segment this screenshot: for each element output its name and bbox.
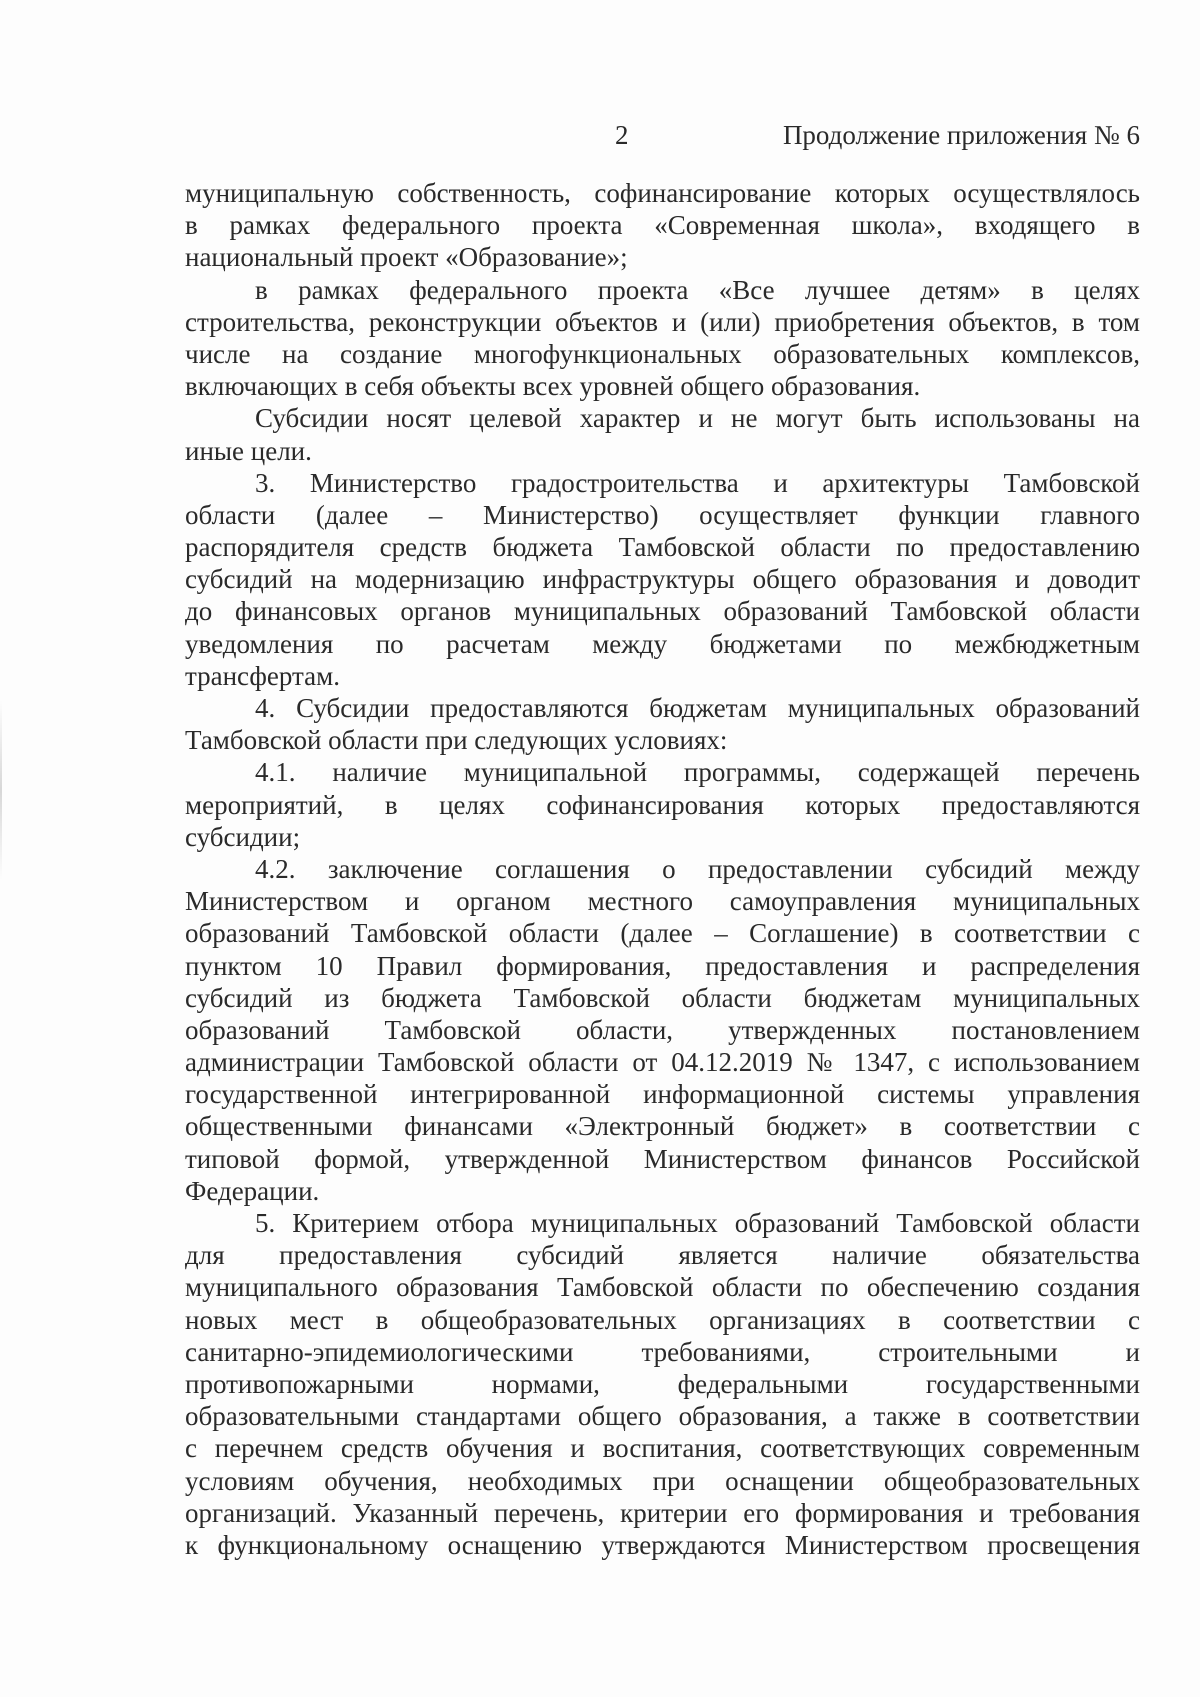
text-line: уведомления по расчетам между бюджетами по межбюджетным [185, 628, 1140, 659]
text-line: субсидии; [185, 821, 301, 852]
text-line: национальный проект «Образование»; [185, 242, 628, 273]
text-line: к функциональному оснащению утверждаются Министерством просвещения [185, 1529, 1140, 1560]
text-line: 5. Критерием отбора муниципальных образований Тамбовской области [255, 1208, 1140, 1238]
text-line: 4. Субсидии предоставляются бюджетам муниципальных образований [255, 693, 1140, 723]
text-line: с перечнем средств обучения и воспитания, соответствующих современным [185, 1433, 1140, 1464]
text-line: Субсидии носят целевой характер и не могут быть использованы на [255, 403, 1140, 434]
text-line: включающих в себя объекты всех уровней общего образования. [185, 371, 921, 402]
text-line: до финансовых органов муниципальных образований Тамбовской области [185, 596, 1140, 627]
text-line: типовой формой, утвержденной Министерством финансов Российской [185, 1143, 1140, 1174]
text-line: Министерством и органом местного самоуправления муниципальных [185, 886, 1140, 917]
text-line: для предоставления субсидий является наличие обязательства [185, 1240, 1140, 1271]
text-line: муниципального образования Тамбовской области по обеспечению создания [185, 1272, 1140, 1303]
text-line: образований Тамбовской области, утвержденных постановлением [185, 1014, 1140, 1045]
text-line: 3. Министерство градостроительства и архитектуры Тамбовской [255, 467, 1140, 498]
text-line: новых мест в общеобразовательных организациях в соответствии с [185, 1304, 1140, 1335]
text-line: государственной интегрированной информационной системы управления [185, 1079, 1140, 1110]
text-line: строительства, реконструкции объектов и (или) приобретения объектов, в том [185, 306, 1140, 337]
text-line: организаций. Указанный перечень, критерии его формирования и требования [185, 1497, 1140, 1528]
text-line: трансфертам. [185, 660, 340, 691]
text-line: Тамбовской области при следующих условиях: [185, 725, 728, 756]
text-line: субсидий из бюджета Тамбовской области бюджетам муниципальных [185, 982, 1140, 1013]
text-line: числе на создание многофункциональных образовательных комплексов, [185, 338, 1140, 369]
text-line: условиям обучения, необходимых при оснащении общеобразовательных [185, 1465, 1140, 1496]
text-line: в рамках федерального проекта «Современная школа», входящего в [185, 210, 1140, 241]
text-line: пунктом 10 Правил формирования, предоставления и распределения [185, 950, 1140, 981]
text-line: Федерации. [185, 1175, 320, 1206]
text-line: образовательными стандартами общего образования, а также в соответствии [185, 1401, 1140, 1432]
appendix-caption: Продолжение приложения № 6 [782, 120, 1140, 150]
text-line: области (далее – Министерство) осуществляет функции главного [185, 499, 1140, 530]
text-line: 4.2. заключение соглашения о предоставлении субсидий между [255, 853, 1140, 884]
page-header [185, 120, 1140, 160]
text-line: санитарно-эпидемиологическими требованиями, строительными и [185, 1336, 1140, 1367]
document-body [185, 177, 1140, 1561]
text-line: общественными финансами «Электронный бюджет» в соответствии с [185, 1111, 1140, 1142]
page-number: 2 [615, 120, 629, 150]
text-line: противопожарными нормами, федеральными государственными [185, 1368, 1140, 1399]
scan-edge-mark [0, 700, 2, 880]
text-line: муниципальную собственность, софинансирование которых осуществлялось [185, 178, 1140, 208]
text-line: иные цели. [185, 435, 312, 466]
text-line: мероприятий, в целях софинансирования которых предоставляются [185, 789, 1140, 820]
text-line: 4.1. наличие муниципальной программы, содержащей перечень [255, 757, 1140, 788]
text-line: субсидий на модернизацию инфраструктуры общего образования и доводит [185, 564, 1140, 595]
text-line: образований Тамбовской области (далее – Соглашение) в соответствии с [185, 918, 1140, 949]
text-line: в рамках федерального проекта «Все лучшее детям» в целях [255, 274, 1140, 305]
text-line: распорядителя средств бюджета Тамбовской области по предоставлению [185, 532, 1140, 563]
text-line: администрации Тамбовской области от 04.12.2019 № 1347, с использованием [185, 1047, 1140, 1078]
